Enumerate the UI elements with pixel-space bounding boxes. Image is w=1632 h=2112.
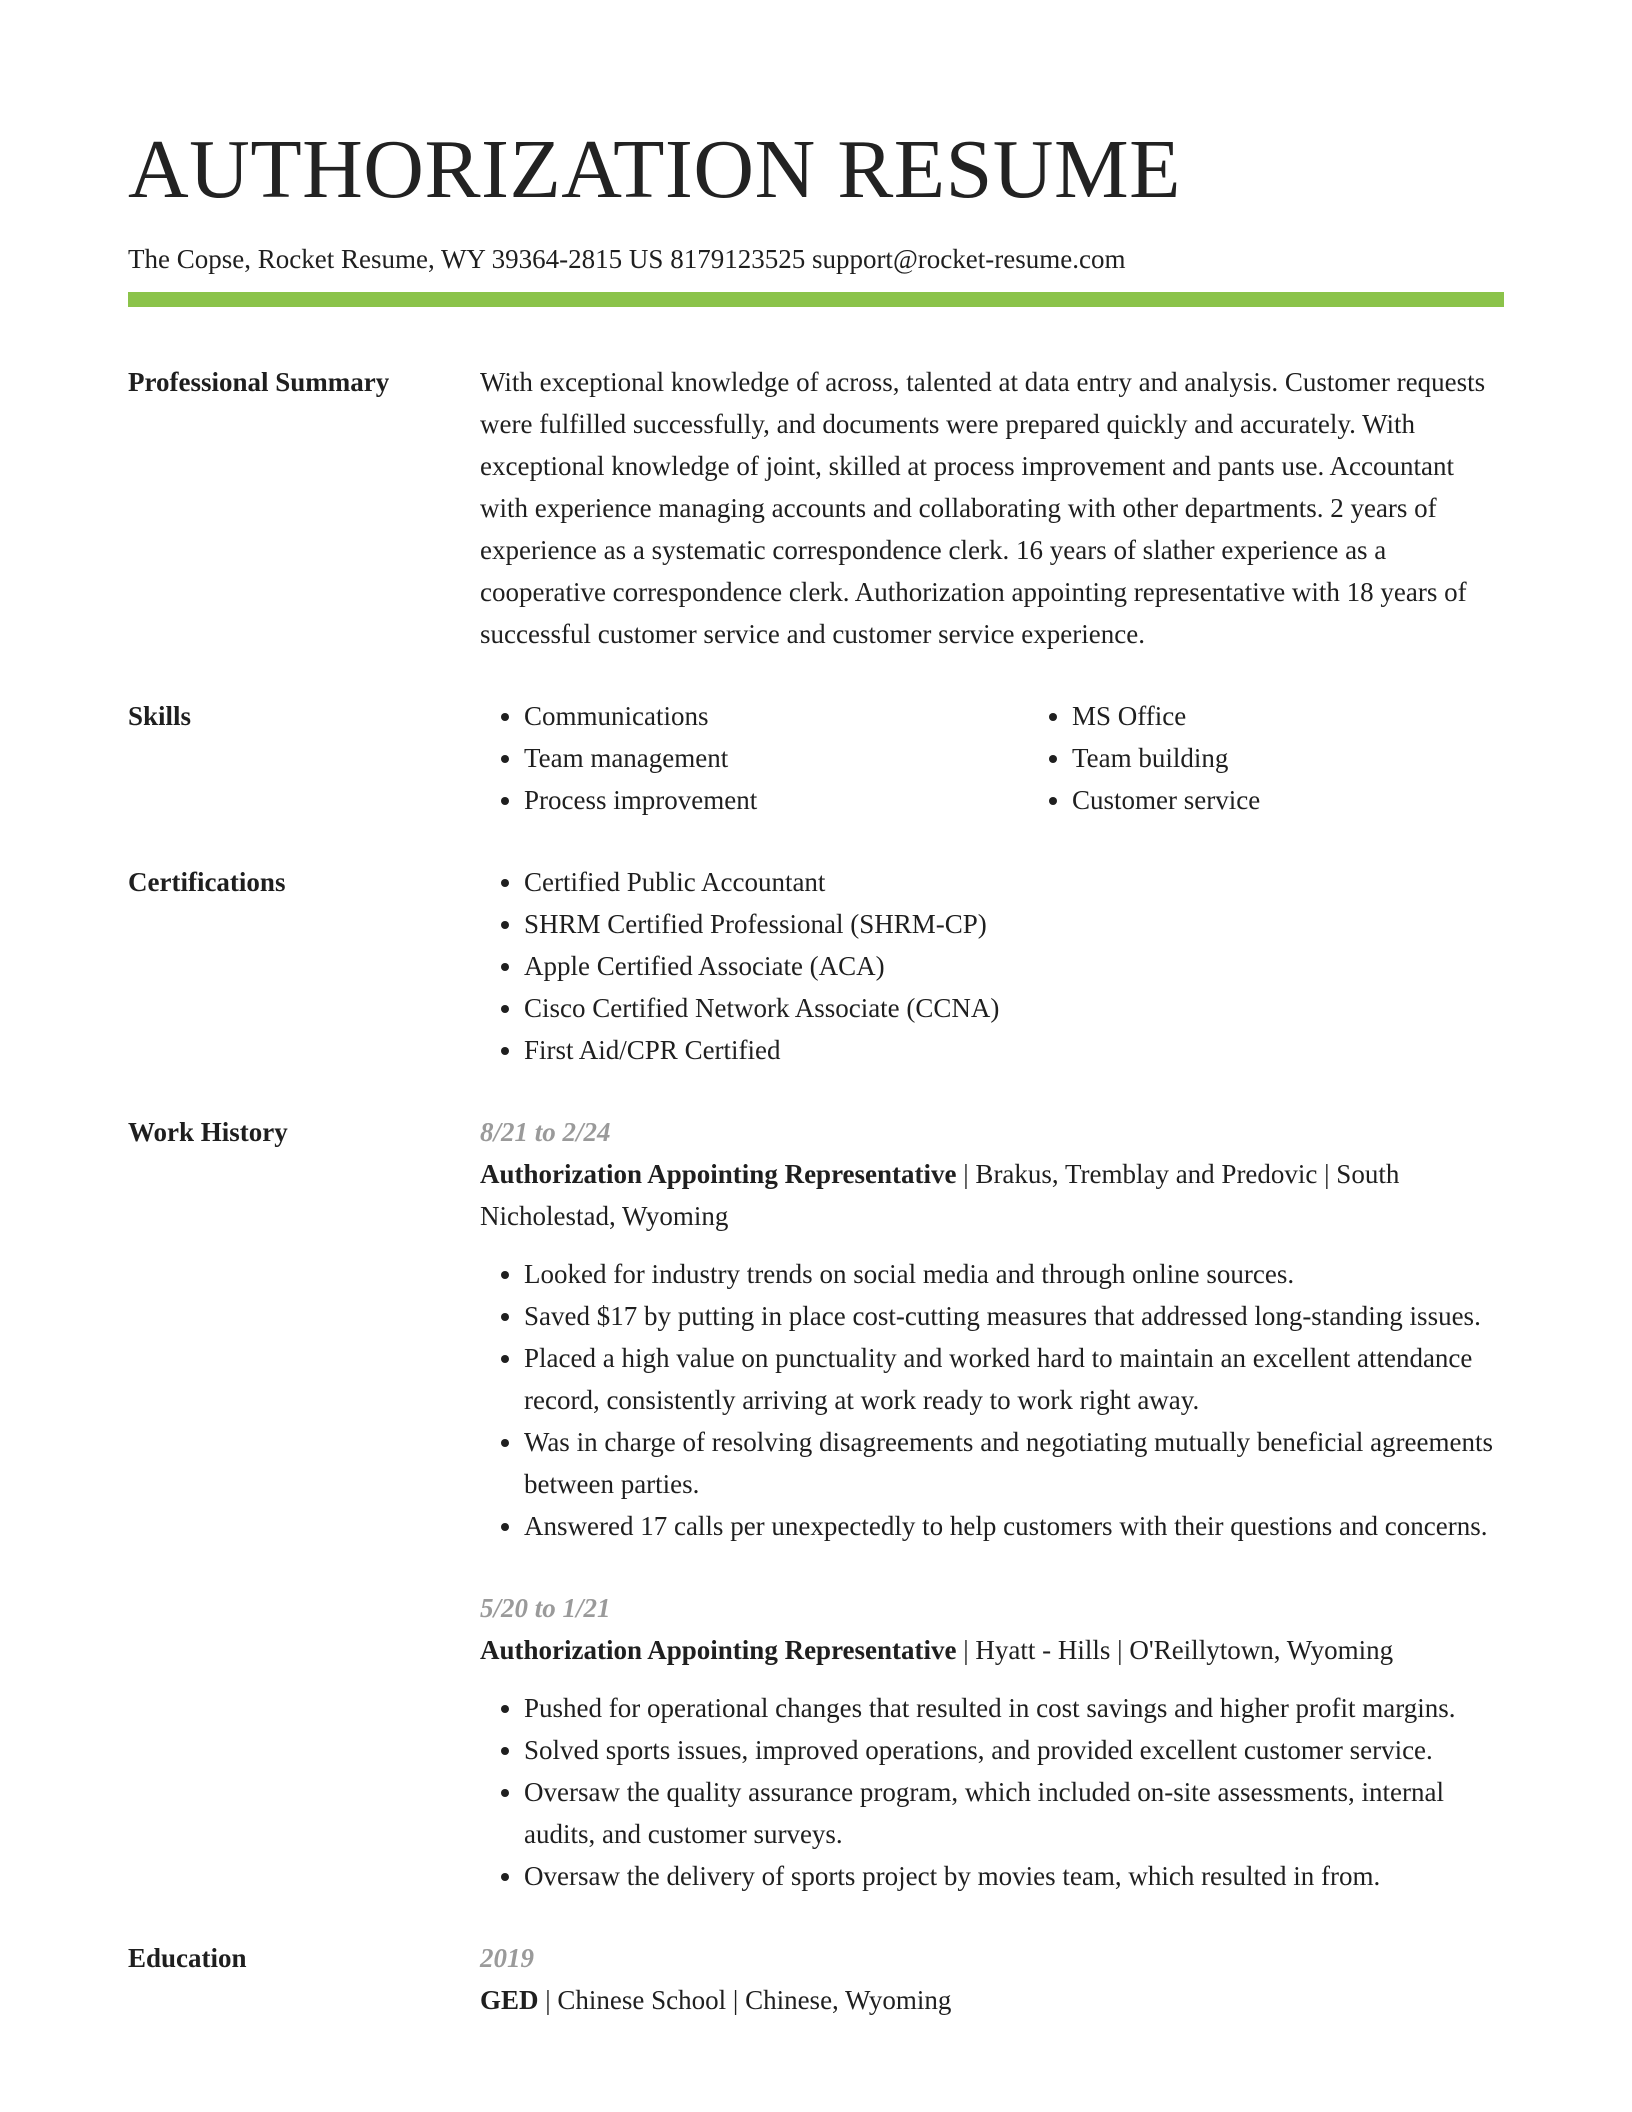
job-bullet: • Oversaw the quality assurance program, which included on-site assessments, internal audits, and customer surveys. (524, 1771, 1504, 1855)
contact-info: The Copse, Rocket Resume, WY 39364-2815 US 8179123525 support@rocket-resume.com (128, 244, 1126, 274)
job-bullet: • Saved $17 by putting in place cost-cutting measures that addressed long-standing issues. (524, 1295, 1504, 1337)
section-label: Education (128, 1943, 247, 1973)
skill-item: • Team management (524, 737, 1028, 779)
section-label: Skills (128, 701, 192, 731)
certification-item: • First Aid/CPR Certified (524, 1029, 1504, 1071)
job-bullet: • Pushed for operational changes that resulted in cost savings and higher profit margins. (524, 1687, 1504, 1729)
job-heading (480, 1629, 1504, 1671)
certification-item: • Apple Certified Associate (ACA) (524, 945, 1504, 987)
certifications-section (128, 861, 1504, 1071)
skill-item: • Communications (524, 695, 1028, 737)
job-dates: 8/21 to 2/24 (480, 1117, 611, 1147)
job-bullets (480, 1253, 1504, 1547)
header-divider (128, 292, 1504, 307)
skill-item: • Customer service (1072, 779, 1576, 821)
certifications-list (480, 861, 1504, 1071)
job-bullet: • Placed a high value on punctuality and worked hard to maintain an excellent attendance record, consistently arriving at work ready to work right away. (524, 1337, 1504, 1421)
certification-item: • Cisco Certified Network Associate (CCNA) (524, 987, 1504, 1029)
skill-item: • MS Office (1072, 695, 1576, 737)
job-bullets (480, 1687, 1504, 1897)
job-entry (480, 1111, 1504, 1547)
job-title: Authorization Appointing Representative (480, 1159, 957, 1189)
skills-section (128, 695, 1504, 821)
section-label: Work History (128, 1117, 288, 1147)
job-heading (480, 1153, 1504, 1237)
job-details: | Brakus, Tremblay and Predovic | South Nicholestad, Wyoming (480, 1159, 1400, 1231)
summary-text: With exceptional knowledge of across, talented at data entry and analysis. Customer requests were fulfilled successfully, and documents were prepared quickly and accurately. With exceptional knowledge of joint, skilled at process improvement and pants use. Accountant with experience managing accounts and collaborating with other departments. 2 years of experience as a systematic correspondence clerk. 16 years of slather experience as a cooperative correspondence clerk. Authorization appointing representative with 18 years of successful customer service and customer service experience. (480, 367, 1486, 649)
job-bullet: • Answered 17 calls per unexpectedly to help customers with their questions and concerns. (524, 1505, 1504, 1547)
certification-item: • SHRM Certified Professional (SHRM-CP) (524, 903, 1504, 945)
job-bullet: • Was in charge of resolving disagreements and negotiating mutually beneficial agreements between parties. (524, 1421, 1504, 1505)
work-history-section (128, 1111, 1504, 1897)
skill-item: • Team building (1072, 737, 1576, 779)
education-section (128, 1937, 1504, 2037)
skills-list-left (480, 695, 1028, 821)
job-bullet: • Oversaw the delivery of sports project by movies team, which resulted in from. (524, 1855, 1504, 1897)
summary-section (128, 361, 1504, 655)
certification-item: • Certified Public Accountant (524, 861, 1504, 903)
degree: GED (480, 1985, 539, 2015)
job-details: | Hyatt - Hills | O'Reillytown, Wyoming (956, 1635, 1394, 1665)
education-year: 2019 (480, 1943, 534, 1973)
job-bullet: • Solved sports issues, improved operations, and provided excellent customer service. (524, 1729, 1504, 1771)
job-entry (480, 1587, 1504, 1897)
job-bullet: • Looked for industry trends on social media and through online sources. (524, 1253, 1504, 1295)
resume-title: AUTHORIZATION RESUME (128, 123, 1181, 216)
education-details: | Chinese School | Chinese, Wyoming (538, 1985, 952, 2015)
section-label: Certifications (128, 867, 286, 897)
education-heading (480, 1979, 1504, 2021)
resume-page (128, 0, 1504, 2037)
skills-list-right (1028, 695, 1576, 821)
section-label: Professional Summary (128, 367, 390, 397)
job-dates: 5/20 to 1/21 (480, 1593, 611, 1623)
job-title: Authorization Appointing Representative (480, 1635, 957, 1665)
skill-item: • Process improvement (524, 779, 1028, 821)
